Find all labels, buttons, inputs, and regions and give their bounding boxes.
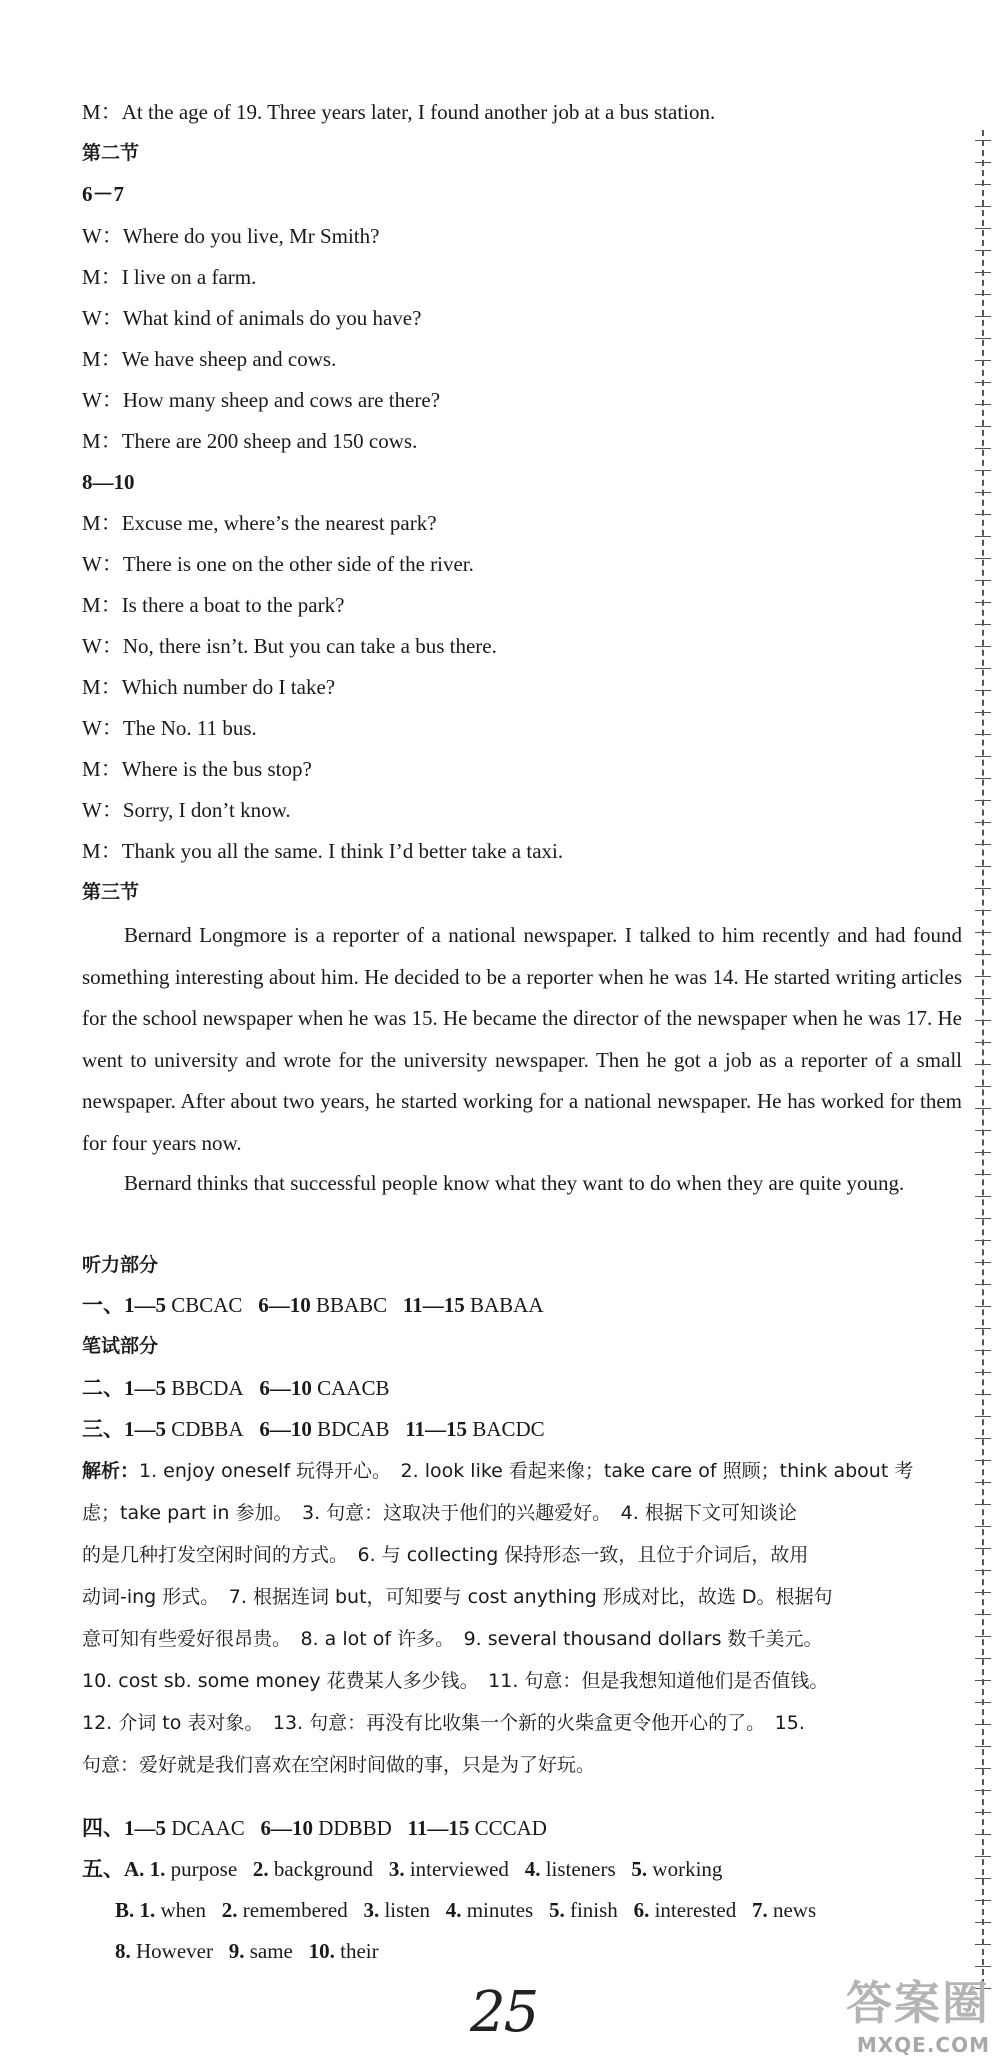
dialogue-line: W：What kind of animals do you have? <box>82 306 422 330</box>
analysis-line: 虑；take part in 参加。 3. 句意：这取决于他们的兴趣爱好。 4. 根据下文可知谈论 <box>82 1502 797 1524</box>
cut-line-tick <box>975 1394 991 1395</box>
analysis-line: 解析：1. enjoy oneself 玩得开心。 2. look like 看起来像；take care of 照顾；think about 考 <box>82 1460 914 1482</box>
cut-line-tick <box>975 294 991 295</box>
analysis-line: 意可知有些爱好很昂贵。 8. a lot of 许多。 9. several thousand dollars 数千美元。 <box>82 1628 823 1650</box>
cut-line-tick <box>975 1680 991 1681</box>
cut-line-tick <box>975 1108 991 1109</box>
answer-row-part5a: 五、A. 1. purpose 2. background 3. interviewed 4. listeners 5. working <box>82 1857 723 1881</box>
cut-line-tick <box>975 1174 991 1175</box>
cut-line-tick <box>975 470 991 471</box>
cut-line-tick <box>975 272 991 273</box>
cut-line-tick <box>975 1372 991 1373</box>
cut-line-tick <box>975 1196 991 1197</box>
cut-line-tick <box>975 1284 991 1285</box>
cut-line-tick <box>975 1790 991 1791</box>
cut-line-tick <box>975 1328 991 1329</box>
watermark-logo: 答案圈 <box>846 1976 990 2030</box>
cut-line-tick <box>975 1658 991 1659</box>
analysis-line: 12. 介词 to 表对象。 13. 句意：再没有比收集一个新的火柴盒更令他开心的了。 15. <box>82 1712 805 1734</box>
dialogue-line: W：There is one on the other side of the river. <box>82 552 474 576</box>
cut-line-tick <box>975 1526 991 1527</box>
analysis-line: 10. cost sb. some money 花费某人多少钱。 11. 句意：但是我想知道他们是否值钱。 <box>82 1670 829 1692</box>
analysis-line: 的是几种打发空闲时间的方式。 6. 与 collecting 保持形态一致，且位于介词后，故用 <box>82 1544 809 1566</box>
page-number: 25 <box>470 1980 538 2045</box>
question-range: 8—10 <box>82 470 135 494</box>
cut-line-tick <box>975 712 991 713</box>
cut-line-tick <box>975 756 991 757</box>
cut-line-tick <box>975 228 991 229</box>
cut-line-tick <box>975 206 991 207</box>
cut-line-tick <box>975 888 991 889</box>
cut-line-tick <box>975 1416 991 1417</box>
cut-line-tick <box>975 1856 991 1857</box>
cut-line-tick <box>975 602 991 603</box>
passage-paragraph: Bernard thinks that successful people know what they want to do when they are quite young. <box>124 1171 905 1195</box>
dialogue-line: W：No, there isn’t. But you can take a bus there. <box>82 634 497 658</box>
cut-line-tick <box>975 360 991 361</box>
cut-line-tick <box>975 184 991 185</box>
answer-row-part5b: B. 1. when 2. remembered 3. listen 4. minutes 5. finish 6. interested 7. news <box>115 1898 817 1922</box>
cut-line-tick <box>975 1900 991 1901</box>
cut-line-tick <box>975 1438 991 1439</box>
cut-line-tick <box>975 382 991 383</box>
dialogue-line: M：Is there a boat to the park? <box>82 593 345 617</box>
dialogue-line: W：The No. 11 bus. <box>82 716 257 740</box>
cut-line-tick <box>975 1592 991 1593</box>
cut-line-tick <box>975 1086 991 1087</box>
dialogue-line: M：At the age of 19. Three years later, I found another job at a bus station. <box>82 100 716 124</box>
cut-line-tick <box>975 1724 991 1725</box>
cut-line-tick <box>975 448 991 449</box>
cut-line-tick <box>975 998 991 999</box>
cut-line-tick <box>975 316 991 317</box>
cut-line-tick <box>975 1504 991 1505</box>
dialogue-line: W：Sorry, I don’t know. <box>82 798 291 822</box>
analysis-line: 动词-ing 形式。 7. 根据连词 but，可知要与 cost anything 形成对比，故选 D。根据句 <box>82 1586 833 1608</box>
cut-line-tick <box>975 800 991 801</box>
question-range: 6－7 <box>82 182 124 206</box>
cut-line-tick <box>975 910 991 911</box>
cut-line-tick <box>975 1460 991 1461</box>
answer-row-part3: 三、1—5 CDBBA 6—10 BDCAB 11—15 BACDC <box>82 1417 545 1441</box>
cut-line-tick <box>975 580 991 581</box>
cut-line-tick <box>975 976 991 977</box>
dialogue-line: M：I live on a farm. <box>82 265 257 289</box>
cut-line-tick <box>975 1746 991 1747</box>
cut-line-tick <box>975 1350 991 1351</box>
dialogue-line: M：Where is the bus stop? <box>82 757 312 781</box>
cut-line-tick <box>975 690 991 691</box>
section-heading: 第二节 <box>82 142 140 164</box>
listening-heading: 听力部分 <box>82 1254 159 1276</box>
cut-line-tick <box>975 338 991 339</box>
cut-line-tick <box>975 426 991 427</box>
dialogue-line: W：Where do you live, Mr Smith? <box>82 224 380 248</box>
cut-line-tick <box>975 1020 991 1021</box>
cut-line-tick <box>975 1768 991 1769</box>
cut-line-tick <box>975 1548 991 1549</box>
cut-line-tick <box>975 954 991 955</box>
cut-line-tick <box>975 646 991 647</box>
passage-paragraph: Bernard Longmore is a reporter of a national newspaper. I talked to him recently and had found something interesting about him. He decided to be a reporter when he was 14. He started writing articles for the school newspaper when he was 15. He became the director of the newspaper when he was 17. He went to university and wrote for the university newspaper. Then he got a job as a reporter of a small newspaper. After about two years, he started working for a national newspaper. He has worked for them for four years now. <box>82 923 962 1155</box>
cut-line-tick <box>975 140 991 141</box>
dialogue-line: M：Which number do I take? <box>82 675 336 699</box>
cut-line-tick <box>975 1878 991 1879</box>
section-heading: 第三节 <box>82 881 140 903</box>
cut-line-tick <box>975 250 991 251</box>
cut-line-tick <box>975 668 991 669</box>
cut-line-tick <box>975 514 991 515</box>
cut-line-tick <box>975 1042 991 1043</box>
cut-line-tick <box>975 492 991 493</box>
cut-line-tick <box>975 734 991 735</box>
cut-line-tick <box>975 1614 991 1615</box>
analysis-block <box>82 1450 962 1786</box>
answer-row-part5b-cont: 8. However 9. same 10. their <box>115 1939 379 1963</box>
cut-line-tick <box>975 1944 991 1945</box>
cut-line-tick <box>975 404 991 405</box>
cut-line-tick <box>975 1482 991 1483</box>
cut-line-tick <box>975 932 991 933</box>
watermark <box>846 1967 990 2057</box>
answer-row-part2: 二、1—5 BBCDA 6—10 CAACB <box>82 1376 390 1400</box>
watermark-url: MXQE.COM <box>856 2033 990 2057</box>
cut-line-tick <box>975 1130 991 1131</box>
answer-row-part1: 一、1—5 CBCAC 6—10 BBABC 11—15 BABAA <box>82 1293 544 1317</box>
cut-line-tick <box>975 1922 991 1923</box>
cut-line-tick <box>975 866 991 867</box>
dialogue-line: M：Excuse me, where’s the nearest park? <box>82 511 437 535</box>
cut-line-tick <box>975 1570 991 1571</box>
answer-row-part4: 四、1—5 DCAAC 6—10 DDBBD 11—15 CCCAD <box>82 1816 547 1840</box>
cut-line-tick <box>975 1306 991 1307</box>
dialogue-line: M：Thank you all the same. I think I’d better take a taxi. <box>82 839 564 863</box>
cut-line-tick <box>975 1702 991 1703</box>
cut-line-tick <box>975 558 991 559</box>
cut-line-tick <box>975 778 991 779</box>
cut-line-tick <box>975 1636 991 1637</box>
cut-line-tick <box>975 844 991 845</box>
cut-line-tick <box>975 162 991 163</box>
cut-line-tick <box>975 624 991 625</box>
dialogue-line: W：How many sheep and cows are there? <box>82 388 441 412</box>
cut-line-tick <box>975 1152 991 1153</box>
cut-line-tick <box>975 822 991 823</box>
dialogue-line: M：We have sheep and cows. <box>82 347 337 371</box>
cut-line-tick <box>975 1064 991 1065</box>
cut-line <box>982 130 985 1995</box>
dialogue-line: M：There are 200 sheep and 150 cows. <box>82 429 418 453</box>
cut-line-tick <box>975 1812 991 1813</box>
cut-line-tick <box>975 536 991 537</box>
cut-line-tick <box>975 1240 991 1241</box>
analysis-line: 句意：爱好就是我们喜欢在空闲时间做的事，只是为了好玩。 <box>82 1754 596 1776</box>
written-heading: 笔试部分 <box>82 1335 159 1357</box>
cut-line-tick <box>975 1218 991 1219</box>
cut-line-tick <box>975 1834 991 1835</box>
cut-line-tick <box>975 1262 991 1263</box>
